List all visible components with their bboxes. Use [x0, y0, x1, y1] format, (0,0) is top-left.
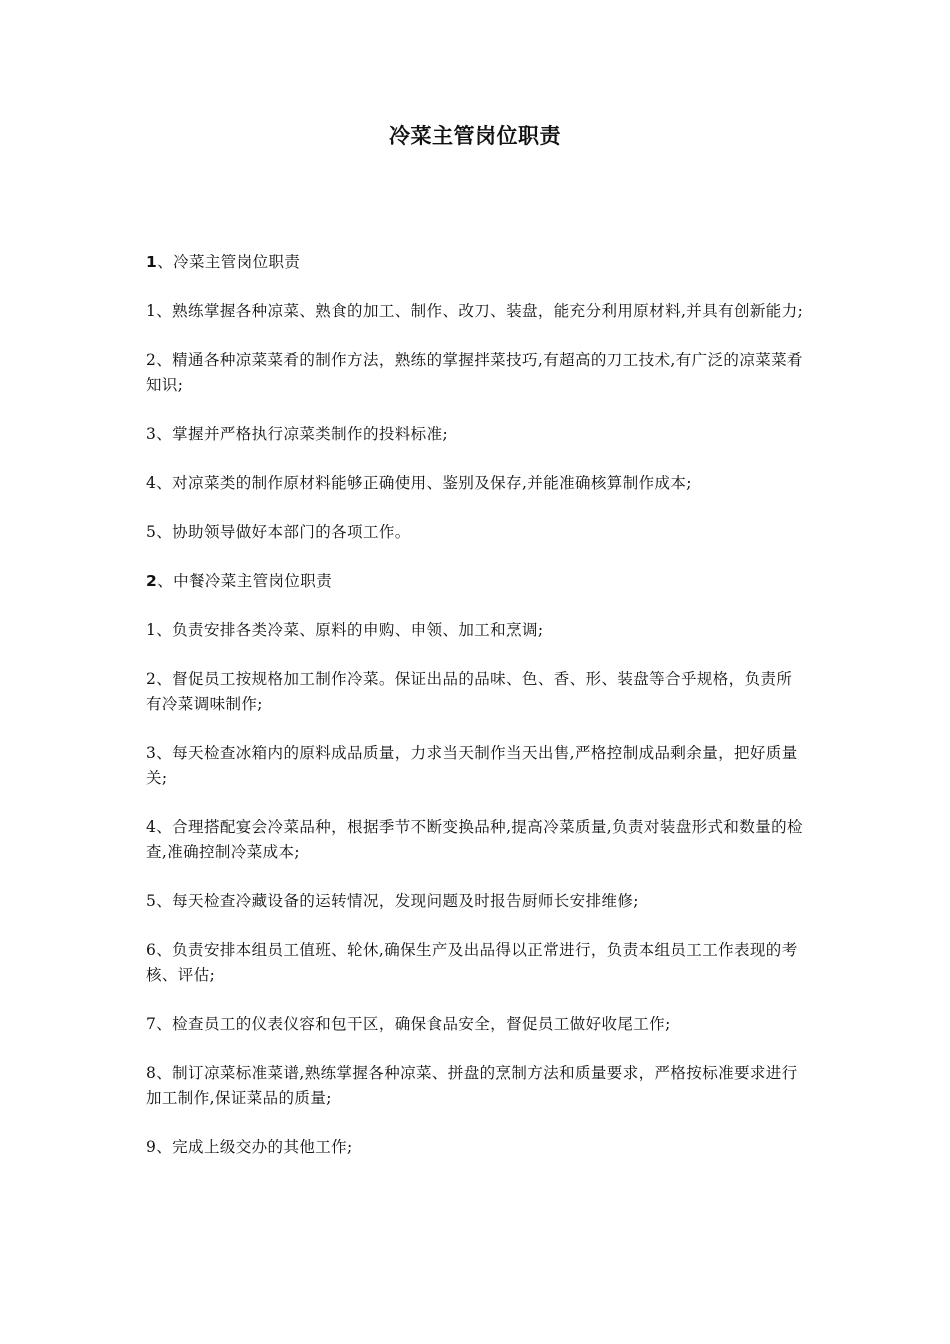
duty-item: 4、对凉菜类的制作原材料能够正确使用、鉴别及保存,并能准确核算制作成本;: [146, 474, 692, 492]
section-heading-2: [146, 569, 806, 594]
duty-item: 2、精通各种凉菜菜肴的制作方法，熟练的掌握拌菜技巧,有超高的刀工技术,有广泛的凉菜菜肴知识;: [146, 351, 803, 394]
duty-item: 7、检查员工的仪表仪容和包干区，确保食品安全，督促员工做好收尾工作;: [146, 1015, 671, 1033]
duty-item: 4、合理搭配宴会冷菜品种，根据季节不断变换品种,提高冷菜质量,负责对装盘形式和数量的检查,准确控制冷菜成本;: [146, 818, 803, 861]
section-heading-1: [146, 250, 806, 275]
section-title: 冷菜主管岗位职责: [173, 253, 301, 271]
duty-item: 9、完成上级交办的其他工作;: [146, 1138, 353, 1156]
duty-item: 5、每天检查冷藏设备的运转情况，发现问题及时报告厨师长安排维修;: [146, 892, 639, 910]
section-separator: 、: [157, 253, 174, 271]
duty-item: 3、掌握并严格执行凉菜类制作的投料标准;: [146, 425, 449, 443]
document-body: [146, 250, 806, 1184]
duty-item: 3、每天检查冰箱内的原料成品质量，力求当天制作当天出售,严格控制成品剩余量，把好质量关;: [146, 744, 798, 787]
section-separator: 、: [157, 572, 174, 590]
section-title: 中餐冷菜主管岗位职责: [173, 572, 333, 590]
document-title: 冷菜主管岗位职责: [389, 124, 561, 148]
section-number: 1: [146, 253, 158, 271]
duty-item: 6、负责安排本组员工值班、轮休,确保生产及出品得以正常进行，负责本组员工工作表现的考核、评估;: [146, 941, 798, 984]
duty-item: 5、协助领导做好本部门的各项工作。: [146, 523, 411, 541]
duty-item: 2、督促员工按规格加工制作冷菜。保证出品的品味、色、香、形、装盘等合乎规格，负责所有冷菜调味制作;: [146, 670, 793, 713]
duty-item: 1、负责安排各类冷菜、原料的申购、申领、加工和烹调;: [146, 621, 544, 639]
duty-item: 8、制订凉菜标准菜谱,熟练掌握各种凉菜、拼盘的烹制方法和质量要求，严格按标准要求进行加工制作,保证菜品的质量;: [146, 1064, 798, 1107]
section-number: 2: [146, 572, 158, 590]
duty-item: 1、熟练掌握各种凉菜、熟食的加工、制作、改刀、装盘，能充分利用原材料,并具有创新能力;: [146, 302, 804, 320]
